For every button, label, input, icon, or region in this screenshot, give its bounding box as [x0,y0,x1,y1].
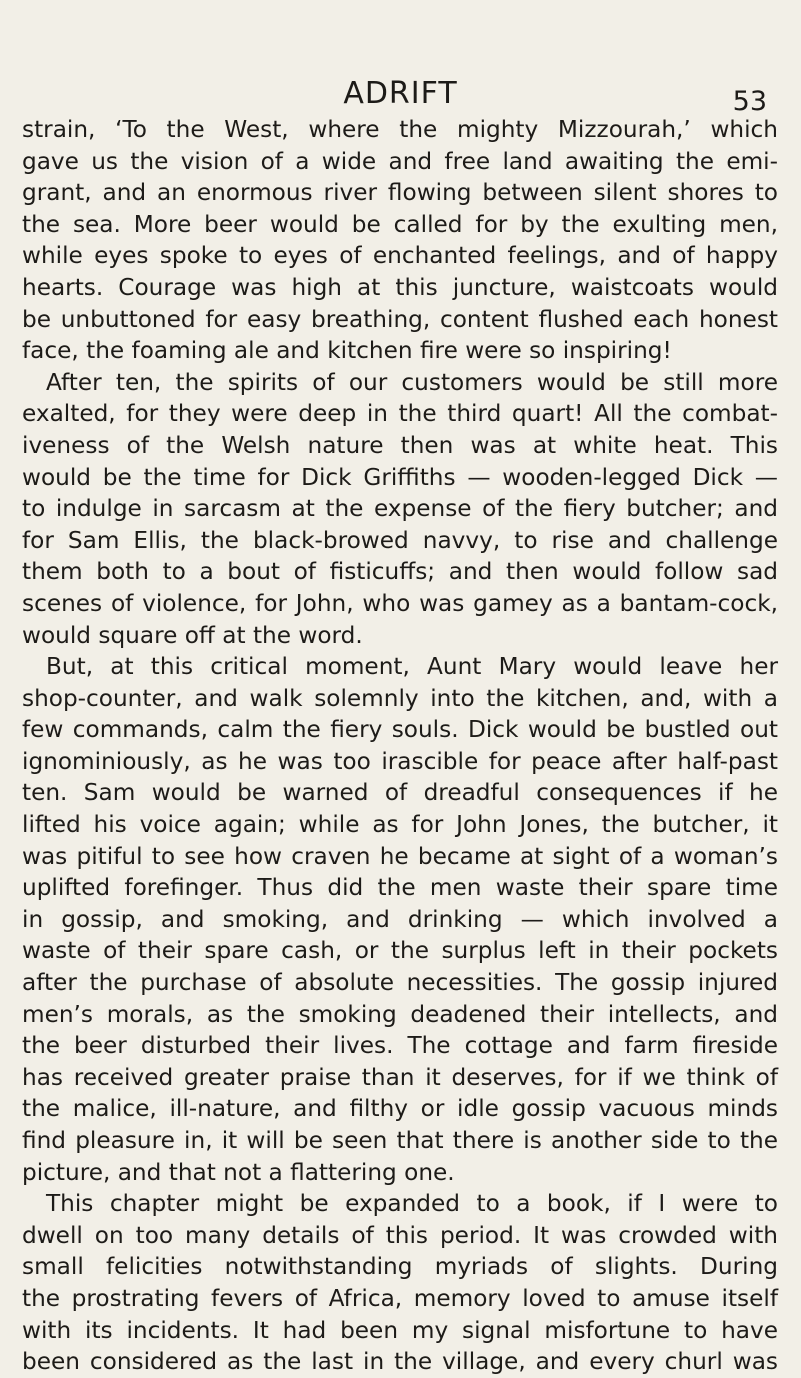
text-line: has received greater praise than it deserves, for if we think of [22,1063,778,1091]
text-line: lifted his voice again; while as for John Jones, the butcher, it [22,811,778,839]
running-title: ADRIFT [343,76,458,111]
text-line: the sea. More beer would be called for by the exulting men, [22,210,778,238]
text-line: would square off at the word. [22,621,363,649]
text-line: This chapter might be expanded to a book, if I were to [46,1190,778,1218]
text-line: grant, and an enormous river flowing between silent shores to [22,179,778,207]
text-line: the prostrating fevers of Africa, memory loved to amuse itself [22,1284,778,1312]
text-line: small felicities notwithstanding myriads of slights. During [22,1253,778,1281]
text-line: would be the time for Dick Griffiths — wooden-legged Dick — [22,463,778,491]
text-line: uplifted forefinger. Thus did the men waste their spare time [22,874,778,902]
text-line: iveness of the Welsh nature then was at white heat. This [22,431,778,459]
page-number: 53 [732,86,767,117]
text-line: been considered as the last in the village, and every churl was [22,1348,778,1376]
text-line: ignominiously, as he was too irascible for peace after half-past [22,747,778,775]
text-line: face, the foaming ale and kitchen fire were so inspiring! [22,337,672,365]
text-line: scenes of violence, for John, who was gamey as a bantam-cock, [22,589,778,617]
text-line: be unbuttoned for easy breathing, content flushed each honest [22,305,778,333]
text-line: after the purchase of absolute necessities. The gossip injured [22,969,778,997]
text-line: ten. Sam would be warned of dreadful consequences if he [22,779,778,807]
text-line: waste of their spare cash, or the surplus left in their pockets [22,937,778,965]
text-line: for Sam Ellis, the black-browed navvy, to rise and challenge [22,526,778,554]
text-line: strain, ‘To the West, where the mighty Mizzourah,’ which [22,116,778,143]
text-line: find pleasure in, it will be seen that there is another side to the [22,1127,778,1154]
text-line: to indulge in sarcasm at the expense of the fiery butcher; and [22,495,778,523]
text-line: men’s morals, as the smoking deadened their intellects, and [22,1000,778,1028]
text-line: was pitiful to see how craven he became at sight of a woman’s [22,842,778,870]
body-text [22,114,778,1378]
text-line: hearts. Courage was high at this juncture, waistcoats would [22,273,778,301]
text-line: the beer disturbed their lives. The cottage and farm fireside [22,1032,778,1060]
text-line: with its incidents. It had been my signal misfortune to have [22,1316,778,1344]
text-line: But, at this critical moment, Aunt Mary would leave her [46,653,778,681]
text-line: in gossip, and smoking, and drinking — which involved a [22,905,778,933]
text-line: picture, and that not a flattering one. [22,1158,455,1186]
text-line: them both to a bout of fisticuffs; and then would follow sad [22,558,778,586]
running-header [0,74,801,117]
text-line: gave us the vision of a wide and free land awaiting the emi- [22,147,778,175]
text-line: few commands, calm the fiery souls. Dick would be bustled out [22,716,778,744]
text-line: dwell on too many details of this period. It was crowded with [22,1221,778,1249]
text-line: exalted, for they were deep in the third quart! All the combat- [22,400,778,428]
text-line: shop-counter, and walk solemnly into the kitchen, and, with a [22,684,778,712]
text-line: After ten, the spirits of our customers would be still more [46,368,778,396]
text-line: while eyes spoke to eyes of enchanted feelings, and of happy [22,242,778,270]
text-line: the malice, ill-nature, and filthy or idle gossip vacuous minds [22,1095,778,1123]
